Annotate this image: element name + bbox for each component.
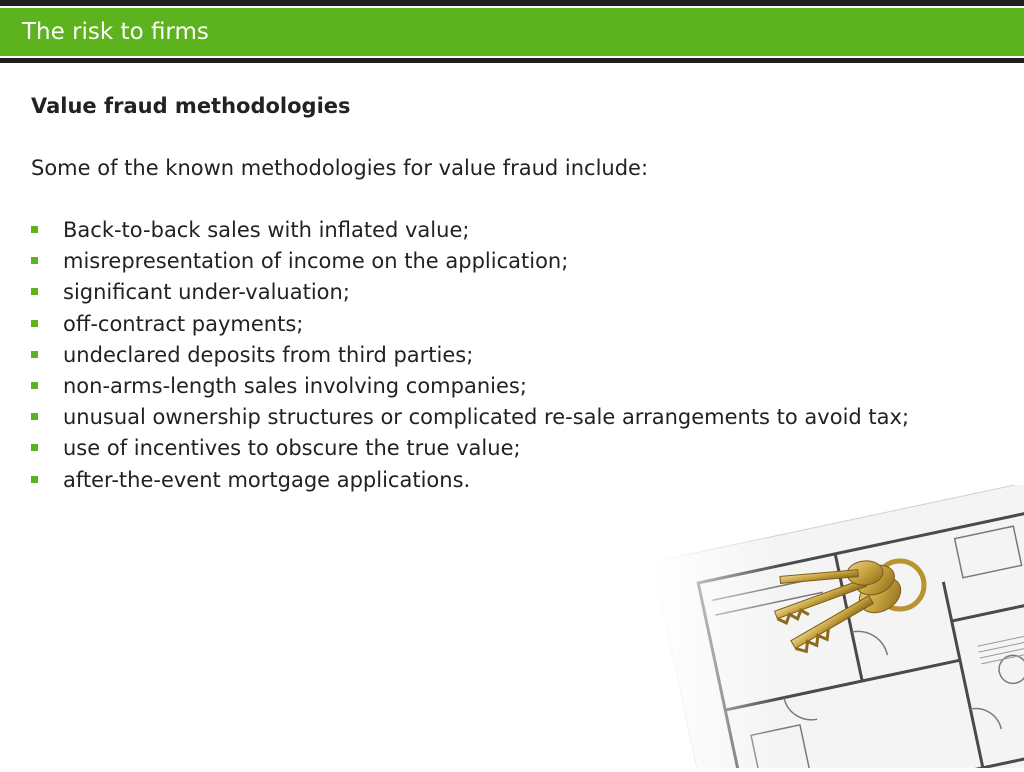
square-bullet-icon bbox=[31, 413, 38, 420]
list-item-text: misrepresentation of income on the application; bbox=[63, 249, 569, 274]
intro-text: Some of the known methodologies for value fraud include: bbox=[31, 156, 649, 180]
square-bullet-icon bbox=[31, 226, 38, 233]
square-bullet-icon bbox=[31, 444, 38, 451]
header-bottom-rule bbox=[0, 58, 1024, 63]
list-item-text: after-the-event mortgage applications. bbox=[63, 467, 471, 492]
square-bullet-icon bbox=[31, 382, 38, 389]
title-banner bbox=[0, 8, 1024, 56]
list-item-text: significant under-valuation; bbox=[63, 280, 350, 305]
square-bullet-icon bbox=[31, 320, 38, 327]
list-item-text: use of incentives to obscure the true value; bbox=[63, 436, 521, 461]
section-heading: Value fraud methodologies bbox=[31, 94, 351, 118]
square-bullet-icon bbox=[31, 351, 38, 358]
keys-on-floor-plan-image bbox=[650, 485, 1024, 768]
list-item-text: off-contract payments; bbox=[63, 311, 304, 336]
square-bullet-icon bbox=[31, 257, 38, 264]
list-item-text: unusual ownership structures or complicated re-sale arrangements to avoid tax; bbox=[63, 405, 910, 430]
list-item-text: undeclared deposits from third parties; bbox=[63, 342, 474, 367]
list-item-text: non-arms-length sales involving companies; bbox=[63, 373, 527, 398]
header-top-rule bbox=[0, 0, 1024, 6]
slide-title: The risk to firms bbox=[22, 19, 209, 45]
square-bullet-icon bbox=[31, 288, 38, 295]
square-bullet-icon bbox=[31, 476, 38, 483]
list-item-text: Back-to-back sales with inflated value; bbox=[63, 218, 470, 242]
